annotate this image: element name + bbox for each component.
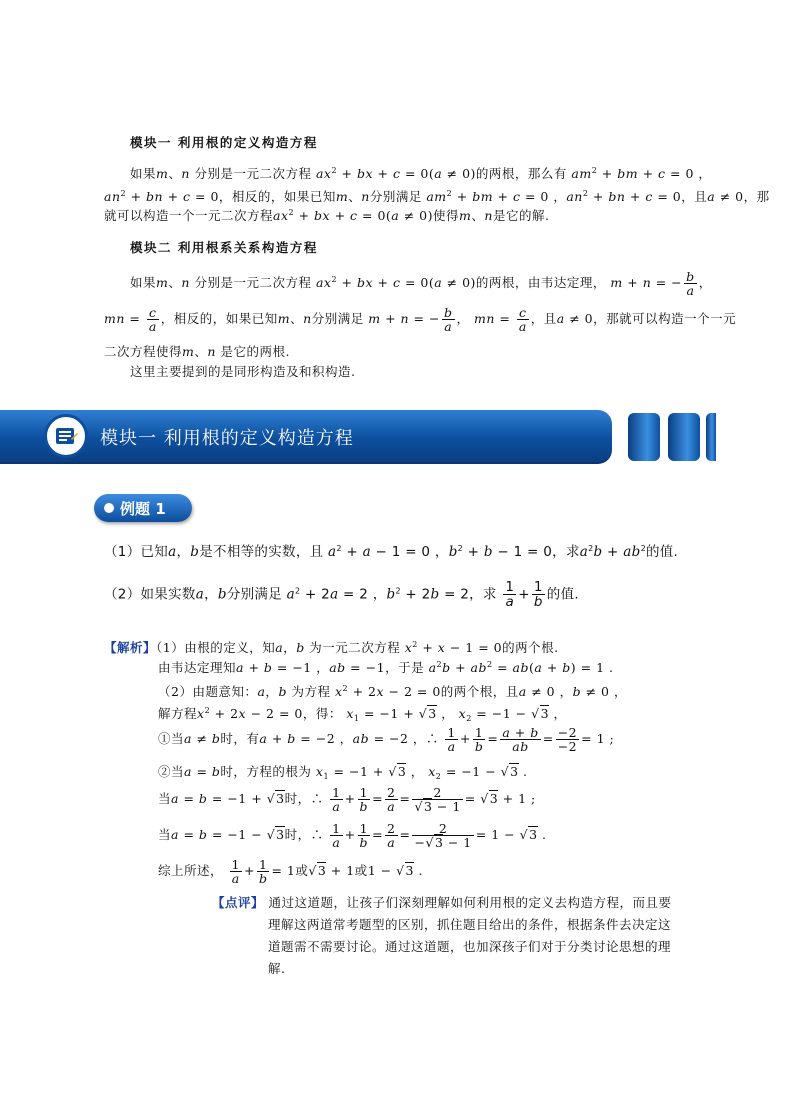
solution-line1: 【解析】（1）由根的定义，知a，b 为一元二次方程 $x^2 + x - 1 = 0$的两个根. (104, 640, 559, 655)
solution-line4: 解方程$x^2 + 2x - 2 = 0$，得： $x_1 = -1 + √3$ ， $x_2 = -1 - √3$ ， (158, 706, 567, 723)
module1-line3: 就可以构造一个一元二次方程$ax^2$ + bx + c = 0(a ≠ 0)使得m、n是它的解. (104, 208, 550, 223)
notebook-icon (44, 414, 88, 458)
module2-heading: 模块二 利用根系关系构造方程 (130, 240, 318, 255)
banner-decoration (628, 413, 660, 461)
comment-line3: 道题需不需要讨论。通过这道题，也加深孩子们对于分类讨论思想的理 (268, 939, 672, 954)
example-label: 例题 1 (94, 494, 192, 522)
question-1: （1）已知a，b是不相等的实数，且 $a^2 + a - 1 = 0$ ，$b^2 + b - 1 = 0$，求$a^2b + ab^2$的值. (104, 544, 679, 560)
module2-line1: 如果m、n 分别是一元二次方程 $ax^2$ + bx + c = 0(a ≠ 0)的两根，由韦达定理， m + n = − $\frac{b}{a}$ ， (130, 269, 712, 299)
solution-case2: ②当a = b时，方程的根为 $x_1 = -1 + √3$ ， $x_2 = -1 - √3$ . (158, 764, 528, 781)
solution-line2: 由韦达定理知a + b = −1 ，ab = −1，于是 $a^2b + ab^2 = ab(a + b) = 1$ . (158, 660, 614, 675)
solution-case1: ①当a ≠ b时，有a + b = −2 ，ab = −2 ，∴ $\frac{1}{a}$ + $\frac{1}{b}$ = $\frac{a + b}{ab}$ = $\frac{-2}{-2}$ = 1 ; (158, 725, 615, 755)
module2-line3: 二次方程使得m、n 是它的两根. (104, 344, 290, 359)
banner-title: 模块一 利用根的定义构造方程 (100, 428, 354, 449)
question-2: （2）如果实数a，b分别满足 $a^2 + 2a = 2$ ，$b^2 + 2b = 2$，求 $\frac{1}{a}$ + $\frac{1}{b}$ 的值. (104, 579, 579, 611)
module2-line2: mn = $\frac{c}{a}$ ，相反的，如果已知m、n分别满足 m + n = − $\frac{b}{a}$ ， mn = $\frac{c}{a}$ ，且a ≠ 0，那就可以构造一个一元 (104, 305, 737, 335)
comment-line2: 理解这两道常考题型的区别，抓住题目给出的条件，根据条件去决定这 (268, 917, 672, 932)
comment-line1: 【点评】 通过这道题，让孩子们深刻理解如何利用根的定义去构造方程，而且要 (212, 895, 672, 910)
solution-subcase1: 当a = b = −1 + √3时，∴ $\frac{1}{a}$ + $\frac{1}{b}$ = $\frac{2}{a}$ = $\frac{2}{√3 - 1}$ = √3 + 1 ; (158, 785, 536, 815)
comment-tag: 【点评】 (212, 895, 265, 910)
banner-decoration (668, 413, 700, 461)
comment-line4: 解. (268, 961, 286, 976)
summary-line: 这里主要提到的是同形构造及和积构造. (130, 364, 356, 379)
module1-line1: 如果m、n 分别是一元二次方程 $ax^2$ + bx + c = 0(a ≠ 0)的两根，那么有 $am^2$ + bm + c = 0 ， (130, 166, 712, 181)
solution-subcase2: 当a = b = −1 − √3时，∴ $\frac{1}{a}$ + $\frac{1}{b}$ = $\frac{2}{a}$ = $\frac{2}{-√3 - 1}$ = 1 − √3 . (158, 821, 547, 851)
solution-conclusion: 综上所述， $\frac{1}{a}$ + $\frac{1}{b}$ = 1或√3 + 1或1 − √3 . (158, 857, 423, 887)
module1-line2: $an^2$ + bn + c = 0，相反的，如果已知m、n分别满足 $am^2$ + bm + c = 0 ，$an^2$ + bn + c = 0，且a ≠ 0，那 (104, 189, 770, 204)
solution-tag: 【解析】 (104, 640, 157, 655)
banner-decoration (706, 413, 716, 461)
bullet-icon (104, 503, 114, 513)
solution-line3: （2）由题意知：a，b 为方程 $x^2 + 2x - 2 = 0$的两个根，且a ≠ 0 ，b ≠ 0 ， (158, 684, 627, 699)
module1-heading: 模块一 利用根的定义构造方程 (130, 135, 318, 150)
